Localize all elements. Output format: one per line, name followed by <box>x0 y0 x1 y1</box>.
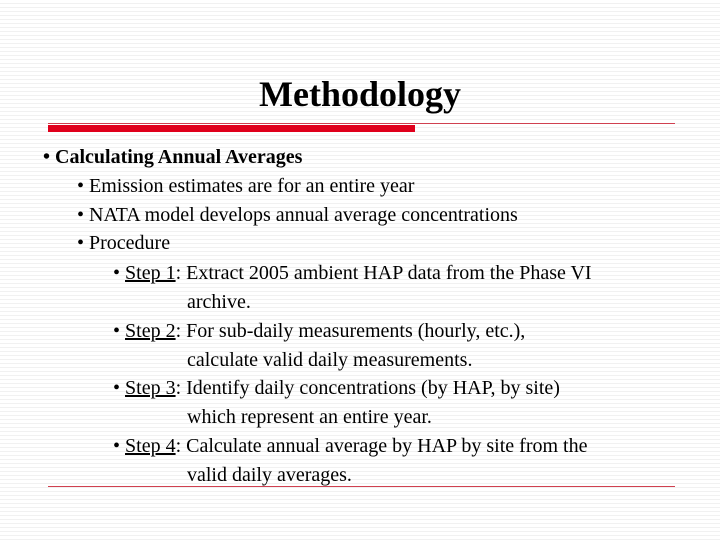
bullet-sub-3-text: Procedure <box>89 232 171 254</box>
step-2-text: : For sub-daily measurements (hourly, etc.), <box>175 320 526 342</box>
step-1-label: Step 1 <box>125 262 176 284</box>
footer-rule <box>48 486 675 487</box>
bullet-main: • Calculating Annual Averages <box>43 146 303 168</box>
title-underline-thin <box>48 123 675 124</box>
title-underline-accent <box>48 125 415 132</box>
bullet-sub-1-text: Emission estimates are for an entire year <box>89 175 415 197</box>
slide-title-text: Methodology <box>259 74 461 114</box>
step-4-text: : Calculate annual average by HAP by site from the <box>175 435 588 457</box>
step-1-text: : Extract 2005 ambient HAP data from the Phase VI <box>175 262 592 284</box>
step-1: • Step 1: Extract 2005 ambient HAP data from the Phase VI <box>113 262 592 284</box>
step-3-text: : Identify daily concentrations (by HAP, by site) <box>175 377 560 399</box>
step-2-continuation: calculate valid daily measurements. <box>187 349 473 371</box>
step-4-label: Step 4 <box>125 435 176 457</box>
bullet-sub-2-text: NATA model develops annual average concentrations <box>89 204 518 226</box>
step-4: • Step 4: Calculate annual average by HAP by site from the <box>113 435 588 457</box>
step-2-label: Step 2 <box>125 320 176 342</box>
step-1-continuation: archive. <box>187 291 251 313</box>
step-4-continuation: valid daily averages. <box>187 464 352 486</box>
slide-title <box>0 72 720 116</box>
step-2: • Step 2: For sub-daily measurements (hourly, etc.), <box>113 320 526 342</box>
bullet-sub-3: • Procedure <box>77 232 171 254</box>
bullet-sub-2: • NATA model develops annual average concentrations <box>77 204 518 226</box>
bullet-sub-1: • Emission estimates are for an entire year <box>77 175 415 197</box>
step-3-label: Step 3 <box>125 377 176 399</box>
step-3-continuation: which represent an entire year. <box>187 406 432 428</box>
bullet-main-text: Calculating Annual Averages <box>55 146 303 168</box>
step-3: • Step 3: Identify daily concentrations (by HAP, by site) <box>113 377 560 399</box>
